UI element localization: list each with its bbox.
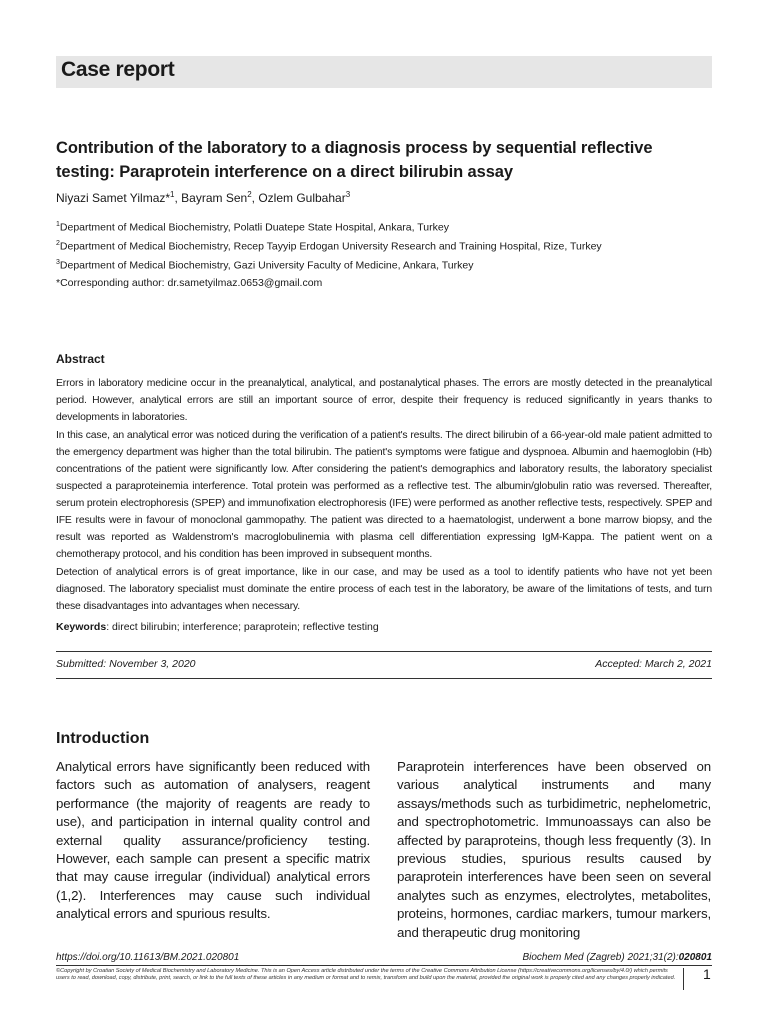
corresponding-author: *Corresponding author: dr.sametyilmaz.0653@gmail.com [56,277,323,289]
journal-citation [522,952,712,963]
affiliation-2 [56,236,602,255]
abstract-paragraph-2: In this case, an analytical error was noticed during the verification of a patient's results. The direct bilirubin of a 66-year-old male patient admitted to the emergency department was higher than the total bilirubin. The patient's symptoms were fatigue and dyspnoea. Albumin and haemoglobin (Hb) concentrations of the patient were significantly low. After considering the patient's demographics and laboratory results, the laboratory specialist suspected a paraproteinemia interference. Total protein was performed as a reflective test. The albumin/globulin ratio was reversed. Thereafter, serum protein electrophoresis (SPEP) and immunofixation electrophoresis (IFE) were performed as another reflective tests, respectively. SPEP and IFE results were in favour of monoclonal gammopathy. The patient was directed to a haematologist, underwent a bone marrow biopsy, and the result was reported as Waldenstrom's macroglobulinemia with plasma cell differentiation expressing IgM-Kappa. The patient went on a chemotherapy protocol, and his condition has been improved in subsequent months. [56,430,712,560]
affiliation-1 [56,217,602,236]
page-number: 1 [703,966,711,982]
keywords-list: : direct bilirubin; interference; paraprotein; reflective testing [106,621,379,633]
author-1: Niyazi Samet Yilmaz* [56,191,171,205]
abstract-heading: Abstract [56,352,105,366]
abstract-paragraph-1: Errors in laboratory medicine occur in the preanalytical, analytical, and postanalytical phases. The errors are mostly detected in the preanalytical period. However, analytical errors are still an important source of error, despite their frequency is reduced significantly in years thanks to developments in laboratories. [56,378,712,423]
affiliation-2-num: 2 [56,239,60,247]
article-title [56,136,716,184]
abstract-paragraph-3: Detection of analytical errors is of great importance, like in our case, and may be used as a tool to identify patients who have not yet been diagnosed. The laboratory specialist must dominate the entire process of each test in the laboratory, be aware of the limitations of tests, and turn these disadvantages into advantages when necessary. [56,567,712,612]
affiliation-3-num: 3 [56,258,60,266]
article-id: 020801 [678,952,712,963]
article-type-label: Case report [61,58,175,81]
accepted-date: Accepted: March 2, 2021 [595,658,712,670]
affiliation-1-text: Department of Medical Biochemistry, Polatli Duatepe State Hospital, Ankara, Turkey [59,221,449,234]
doi-link[interactable] [56,952,239,963]
keywords-label: Keywords [56,621,107,633]
author-3: , Ozlem Gulbahar [251,191,346,205]
title-line-2: testing: Paraprotein interference on a direct bilirubin assay [56,163,513,181]
submitted-date: Submitted: November 3, 2020 [56,658,196,670]
author-2: , Bayram Sen [174,191,248,205]
affiliation-2-text: Department of Medical Biochemistry, Recep Tayyip Erdogan University Research and Training Hospital, Rize, Turkey [59,240,602,253]
author-1-affil: 1 [170,190,175,199]
affiliation-3 [56,255,602,274]
keywords [56,621,379,633]
page-number-divider [683,968,684,990]
introduction-left-column: Analytical errors have significantly been reduced with factors such as automation of analysers, reagent performance (the majority of reagents are ready to use), and participation in internal quality control and external quality assurance/proficiency testing. However, each sample can present a specific matrix that may cause irregular (individual) analytical errors (1,2). Interferences may cause such individual analytical errors and spurious results. [56,759,370,922]
introduction-right-column: Paraprotein interferences have been observed on various analytical instruments and many assays/methods such as turbidimetric, nephelometric, and spectrophotometric. Immunoassays can also be affected by paraproteins, though less frequently (3). In previous studies, spurious results caused by paraprotein interferences have been seen on several analytes such as enzymes, electrolytes, metabolites, proteins, hormones, cardiac markers, tumour markers, and therapeutic drug monitoring [397,759,711,940]
journal-name: Biochem Med (Zagreb) 2021;31(2): [522,952,679,963]
author-2-affil: 2 [247,190,252,199]
footer-divider [56,965,712,966]
abstract-body [56,375,712,615]
introduction-heading: Introduction [56,730,150,747]
author-3-affil: 3 [345,190,351,199]
title-line-1: Contribution of the laboratory to a diagnosis process by sequential reflective [56,139,653,157]
author-list [56,190,350,205]
doi-text[interactable]: https://doi.org/10.11613/BM.2021.020801 [56,952,240,963]
copyright-notice: ©Copyright by Croatian Society of Medical Biochemistry and Laboratory Medicine. This is an Open Access article distributed under the terms of the Creative Commons Attribution License (https://creativecommons.org/licenses/by/4.0/) which permits users to read, download, copy, distribute, print, search, or link to the full texts of these articles in any medium or format and to remix, transform and build upon the material, provided the original work is properly cited and any changes properly indicated. [56,968,676,982]
article-type-banner [56,56,712,88]
divider-top [56,651,712,652]
divider-bottom [56,678,712,679]
affiliation-3-text: Department of Medical Biochemistry, Gazi University Faculty of Medicine, Ankara, Turkey [59,259,474,272]
affiliation-1-num: 1 [56,221,60,228]
affiliations [56,217,602,273]
